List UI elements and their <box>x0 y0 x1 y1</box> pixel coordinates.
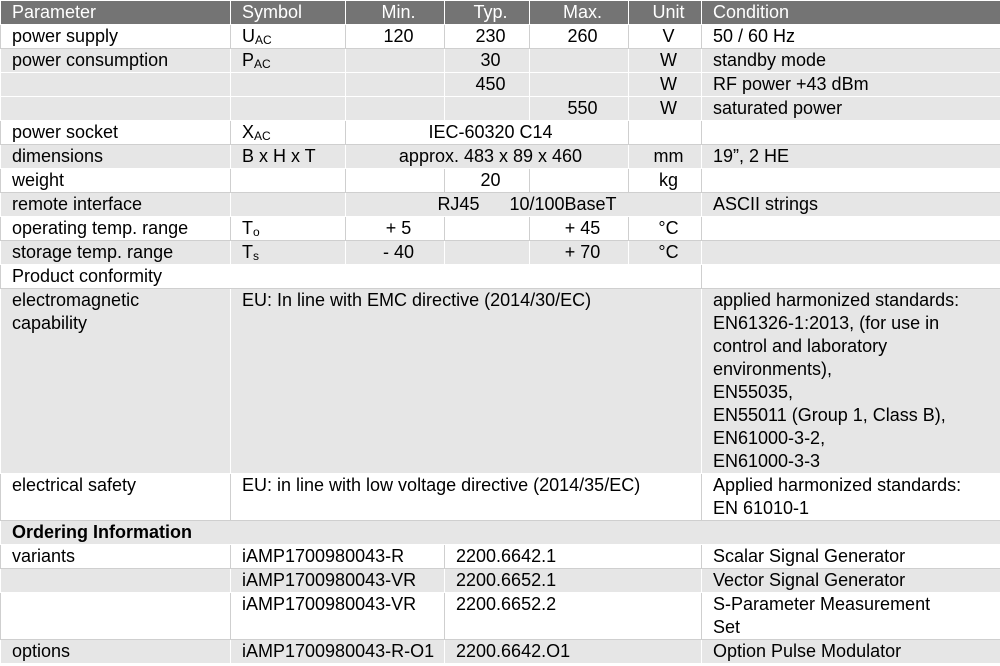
unit-cell: °C <box>629 241 702 265</box>
desc-line: S-Parameter Measurement <box>713 594 931 614</box>
symbol-sub: s <box>253 249 259 263</box>
param-cell: power consumption <box>1 49 231 73</box>
symbol-sub: AC <box>255 33 272 47</box>
table-row <box>1 640 1000 664</box>
table-row <box>1 169 1000 193</box>
condition-cell: RF power +43 dBm <box>702 73 1000 97</box>
remote-value-a: RJ45 <box>437 194 480 214</box>
condition-cell <box>702 169 1000 193</box>
emc-param-line: capability <box>12 313 88 333</box>
desc-cell: Option Pulse Modulator <box>702 640 1000 664</box>
table-row <box>1 145 1000 169</box>
emc-cond-line: EN61000-3-3 <box>713 451 821 471</box>
table-row <box>1 217 1000 241</box>
symbol-cell <box>231 49 346 73</box>
condition-cell <box>702 217 1000 241</box>
symbol-main: T <box>242 218 253 238</box>
value-cell: EU: in line with low voltage directive (2014/35/EC) <box>231 474 702 521</box>
symbol-cell <box>231 193 346 217</box>
value-cell: IEC-60320 C14 <box>346 121 629 145</box>
param-cell <box>1 593 231 640</box>
safety-cond-line: Applied harmonized standards: <box>713 475 962 495</box>
table-row <box>1 49 1000 73</box>
code-cell: 2200.6652.1 <box>445 569 702 593</box>
table-header-row <box>1 1 1000 25</box>
symbol-cell <box>231 97 346 121</box>
max-cell <box>530 73 629 97</box>
param-cell <box>1 289 231 474</box>
table-row <box>1 97 1000 121</box>
table-row <box>1 593 1000 640</box>
symbol-cell <box>231 25 346 49</box>
desc-cell: Scalar Signal Generator <box>702 545 1000 569</box>
table-row <box>1 474 1000 521</box>
value-cell: EU: In line with EMC directive (2014/30/EC) <box>231 289 702 474</box>
unit-cell: W <box>629 73 702 97</box>
desc-cell <box>702 593 1000 640</box>
table-row <box>1 241 1000 265</box>
model-cell: iAMP1700980043-VR <box>231 569 445 593</box>
model-cell: iAMP1700980043-VR <box>231 593 445 640</box>
unit-cell: kg <box>629 169 702 193</box>
param-cell: dimensions <box>1 145 231 169</box>
safety-cond-line: EN 61010-1 <box>713 498 810 518</box>
table-row <box>1 73 1000 97</box>
value-cell <box>346 193 702 217</box>
emc-cond-line: EN61000-3-2, <box>713 428 826 448</box>
max-cell: 260 <box>530 25 629 49</box>
symbol-cell: B x H x T <box>231 145 346 169</box>
section-title: Product conformity <box>1 265 702 289</box>
emc-param-line: electromagnetic <box>12 290 140 310</box>
param-cell: operating temp. range <box>1 217 231 241</box>
model-cell: iAMP1700980043-R <box>231 545 445 569</box>
unit-cell: W <box>629 97 702 121</box>
condition-cell: ASCII strings <box>702 193 1000 217</box>
section-row-conformity <box>1 265 1000 289</box>
condition-cell <box>702 265 1000 289</box>
emc-cond-line: control and laboratory <box>713 336 888 356</box>
param-cell: weight <box>1 169 231 193</box>
param-cell: power socket <box>1 121 231 145</box>
min-cell <box>346 97 445 121</box>
max-cell: + 70 <box>530 241 629 265</box>
unit-cell: mm <box>629 145 702 169</box>
max-cell: + 45 <box>530 217 629 241</box>
param-cell <box>1 73 231 97</box>
emc-cond-line: EN55011 (Group 1, Class B), <box>713 405 946 425</box>
section-title: Ordering Information <box>1 521 1000 545</box>
header-cell: Min. <box>346 1 445 25</box>
min-cell: + 5 <box>346 217 445 241</box>
param-cell <box>1 97 231 121</box>
min-cell <box>346 49 445 73</box>
typ-cell: 20 <box>445 169 530 193</box>
table-row <box>1 569 1000 593</box>
typ-cell: 450 <box>445 73 530 97</box>
min-cell: - 40 <box>346 241 445 265</box>
table-row <box>1 193 1000 217</box>
typ-cell <box>445 217 530 241</box>
param-cell: variants <box>1 545 231 569</box>
symbol-cell <box>231 217 346 241</box>
table-row <box>1 25 1000 49</box>
symbol-main: X <box>242 122 255 142</box>
max-cell: 550 <box>530 97 629 121</box>
param-cell: options <box>1 640 231 664</box>
symbol-cell <box>231 73 346 97</box>
unit-cell: W <box>629 49 702 73</box>
condition-cell: saturated power <box>702 97 1000 121</box>
max-cell <box>530 169 629 193</box>
symbol-sub: AC <box>254 57 271 71</box>
desc-line: Set <box>713 617 741 637</box>
emc-cond-line: EN61326-1:2013, (for use in <box>713 313 940 333</box>
code-cell: 2200.6642.O1 <box>445 640 702 664</box>
section-row-ordering <box>1 521 1000 545</box>
condition-cell <box>702 474 1000 521</box>
condition-cell: 50 / 60 Hz <box>702 25 1000 49</box>
header-cell: Parameter <box>1 1 231 25</box>
code-cell: 2200.6642.1 <box>445 545 702 569</box>
condition-cell <box>702 289 1000 474</box>
typ-cell: 230 <box>445 25 530 49</box>
desc-cell: Vector Signal Generator <box>702 569 1000 593</box>
header-cell: Symbol <box>231 1 346 25</box>
emc-cond-line: EN55035, <box>713 382 794 402</box>
table-row <box>1 545 1000 569</box>
typ-cell: 30 <box>445 49 530 73</box>
model-cell: iAMP1700980043-R-O1 <box>231 640 445 664</box>
condition-cell: 19”, 2 HE <box>702 145 1000 169</box>
min-cell: 120 <box>346 25 445 49</box>
symbol-sub: AC <box>254 129 271 143</box>
header-cell: Max. <box>530 1 629 25</box>
param-cell: storage temp. range <box>1 241 231 265</box>
max-cell <box>530 49 629 73</box>
param-cell: electrical safety <box>1 474 231 521</box>
param-cell: remote interface <box>1 193 231 217</box>
min-cell <box>346 73 445 97</box>
header-cell: Condition <box>702 1 1000 25</box>
typ-cell <box>445 97 530 121</box>
table-row <box>1 121 1000 145</box>
header-cell: Typ. <box>445 1 530 25</box>
symbol-cell <box>231 169 346 193</box>
symbol-main: P <box>242 50 255 70</box>
code-cell: 2200.6652.2 <box>445 593 702 640</box>
symbol-main: U <box>242 26 255 46</box>
symbol-sub: o <box>253 225 260 239</box>
value-cell: approx. 483 x 89 x 460 <box>346 145 629 169</box>
table-row <box>1 289 1000 474</box>
emc-cond-line: applied harmonized standards: <box>713 290 960 310</box>
symbol-cell <box>231 121 346 145</box>
unit-cell <box>629 121 702 145</box>
remote-value-b: 10/100BaseT <box>509 194 617 214</box>
condition-cell <box>702 121 1000 145</box>
param-cell: power supply <box>1 25 231 49</box>
unit-cell: V <box>629 25 702 49</box>
min-cell <box>346 169 445 193</box>
emc-cond-line: environments), <box>713 359 833 379</box>
condition-cell <box>702 241 1000 265</box>
symbol-main: T <box>242 242 253 262</box>
param-cell <box>1 569 231 593</box>
header-cell: Unit <box>629 1 702 25</box>
symbol-cell <box>231 241 346 265</box>
unit-cell: °C <box>629 217 702 241</box>
typ-cell <box>445 241 530 265</box>
condition-cell: standby mode <box>702 49 1000 73</box>
